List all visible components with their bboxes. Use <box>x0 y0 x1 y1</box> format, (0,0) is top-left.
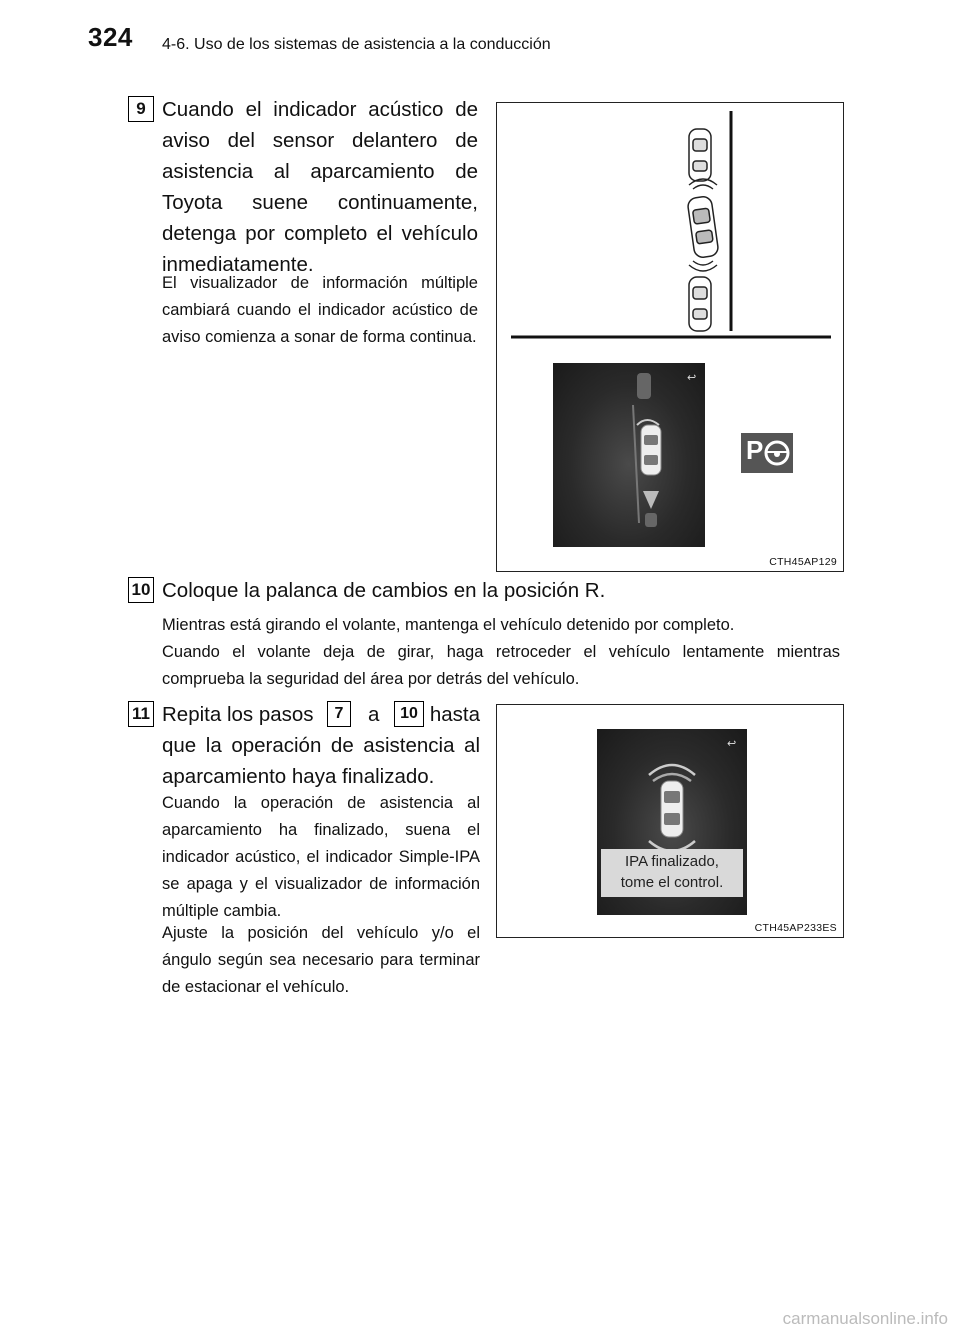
watermark: carmanualsonline.info <box>782 1309 948 1328</box>
step-9-text: Cuando el indicador acústico de aviso del sensor delantero de asistencia al aparcamiento de Toyota suene continuamente, detenga por completo el vehículo inmediatamente. <box>162 98 478 276</box>
step-9-note: El visualizador de información múltiple cambiará cuando el indicador acústico de aviso comienza a sonar de forma continua. <box>162 274 478 346</box>
ipa-finished-message <box>601 849 743 897</box>
rear-car <box>689 277 711 331</box>
step-11-note-1: Cuando la operación de asistencia al aparcamiento ha finalizado, suena el indicador acústico, el indicador Simple-IPA se apaga y el visualizador de información múltiple cambia. <box>162 794 480 920</box>
step-11-badge: 11 <box>128 701 154 727</box>
message-line-2: tome el control. <box>620 874 724 891</box>
step-11-text: que la operación de asistencia al aparcamiento haya finalizado. <box>162 734 480 788</box>
step-9-badge: 9 <box>128 96 154 122</box>
parking-assist-indicator <box>741 433 793 473</box>
front-car <box>689 129 711 181</box>
step-11-note-2: Ajuste la posición del vehículo y/o el ángulo según sea necesario para terminar de estacionar el vehículo. <box>162 924 480 996</box>
steering-wheel-icon <box>763 439 791 467</box>
figure-code-2: CTH45AP233ES <box>754 922 837 934</box>
step-11-line-1 <box>162 699 480 730</box>
section-title: 4-6. Uso de los sistemas de asistencia a la conducción <box>162 36 551 53</box>
multi-info-display-2 <box>597 729 747 915</box>
step-10-note-1: Mientras está girando el volante, mantenga el vehículo detenido por completo. <box>162 616 735 634</box>
step-10-badge: 10 <box>128 577 154 603</box>
step-10-text: Coloque la palanca de cambios en la posición R. <box>162 579 606 602</box>
svg-text:↩: ↩ <box>727 737 737 750</box>
step-11-prefix: Repita los pasos <box>162 703 314 726</box>
message-line-1: IPA finalizado, <box>625 853 719 870</box>
step-ref-10: 10 <box>394 701 424 727</box>
svg-text:↩: ↩ <box>687 371 697 384</box>
figure-ipa-finished <box>496 704 844 938</box>
figure-parking-warning <box>496 102 844 572</box>
step-11-conjunction: a <box>368 703 380 726</box>
multi-info-display <box>553 363 705 547</box>
step-11-suffix: hasta <box>429 703 480 726</box>
step-ref-7: 7 <box>327 701 351 727</box>
parking-p-icon: P <box>746 435 764 465</box>
figure-code-1: CTH45AP129 <box>769 556 837 568</box>
page-number: 324 <box>88 22 133 52</box>
own-car <box>687 196 719 259</box>
step-10-note-2: Cuando el volante deja de girar, haga retroceder el vehículo lentamente mientras comprueba la seguridad del área por detrás del vehículo. <box>162 643 840 688</box>
